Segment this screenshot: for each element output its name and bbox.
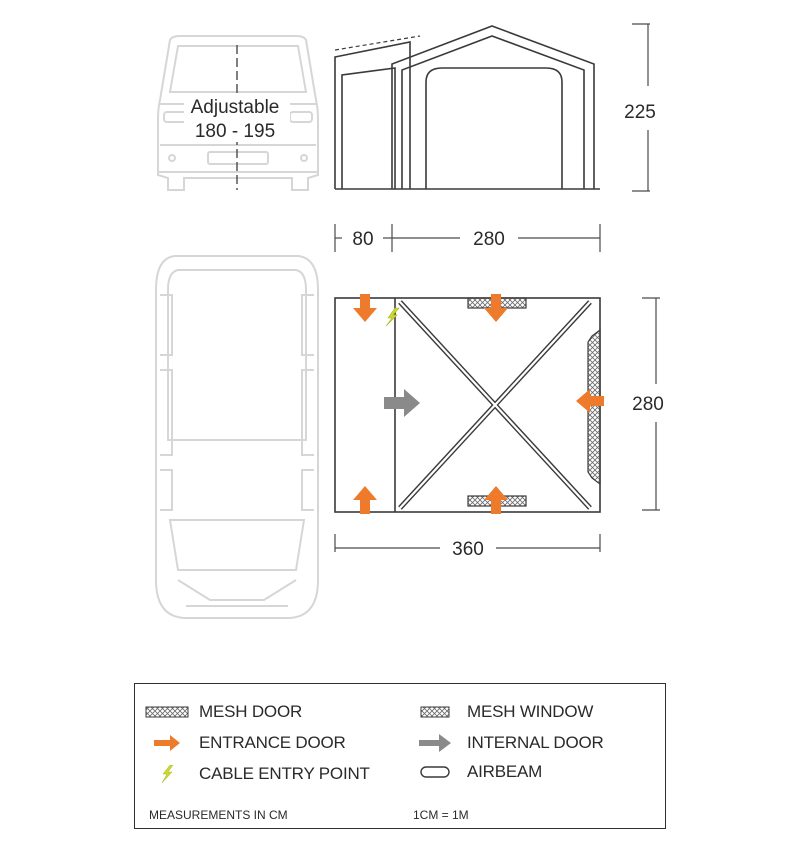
scale-note: 1CM = 1M (413, 808, 469, 822)
entrance-arrow-icon (143, 733, 191, 753)
internal-door-arrow (384, 389, 420, 417)
legend-mesh-door-label: MESH DOOR (199, 702, 303, 721)
measurements-note: MEASUREMENTS IN CM (149, 808, 288, 822)
legend-internal-door-label: INTERNAL DOOR (467, 733, 604, 752)
width-dimension-top (335, 224, 600, 252)
width-main-value: 280 (473, 229, 505, 250)
internal-arrow-icon (411, 733, 459, 753)
width-left-value: 80 (352, 229, 374, 250)
entrance-arrow-bottom-left (353, 486, 377, 514)
legend-internal-door (411, 733, 604, 753)
adjustable-label-line1: Adjustable (190, 97, 280, 118)
height-value: 225 (624, 102, 656, 123)
legend-box (134, 683, 666, 829)
total-width-value: 360 (452, 539, 484, 560)
adjustable-label-line2: 180 - 195 (194, 121, 276, 142)
depth-value: 280 (632, 394, 664, 415)
legend-entrance-door-label: ENTRANCE DOOR (199, 733, 346, 752)
legend-cable-entry (143, 764, 370, 784)
lightning-icon (143, 764, 191, 784)
legend-airbeam-label: AIRBEAM (467, 762, 543, 781)
legend-airbeam (411, 762, 542, 782)
legend-mesh-door (143, 702, 302, 722)
legend-entrance-door (143, 733, 346, 753)
cable-entry-icon (386, 308, 399, 326)
awning-floor-plan (335, 298, 600, 512)
vehicle-top-view (156, 256, 318, 618)
legend-mesh-window (411, 702, 593, 722)
legend-cable-entry-label: CABLE ENTRY POINT (199, 764, 370, 783)
awning-front-elevation (335, 26, 600, 189)
mesh-window-swatch-icon (411, 702, 459, 722)
mesh-door-swatch-icon (143, 702, 191, 722)
legend-mesh-window-label: MESH WINDOW (467, 702, 594, 721)
airbeam-icon (411, 762, 459, 782)
entrance-arrow-bottom-center (484, 486, 508, 514)
